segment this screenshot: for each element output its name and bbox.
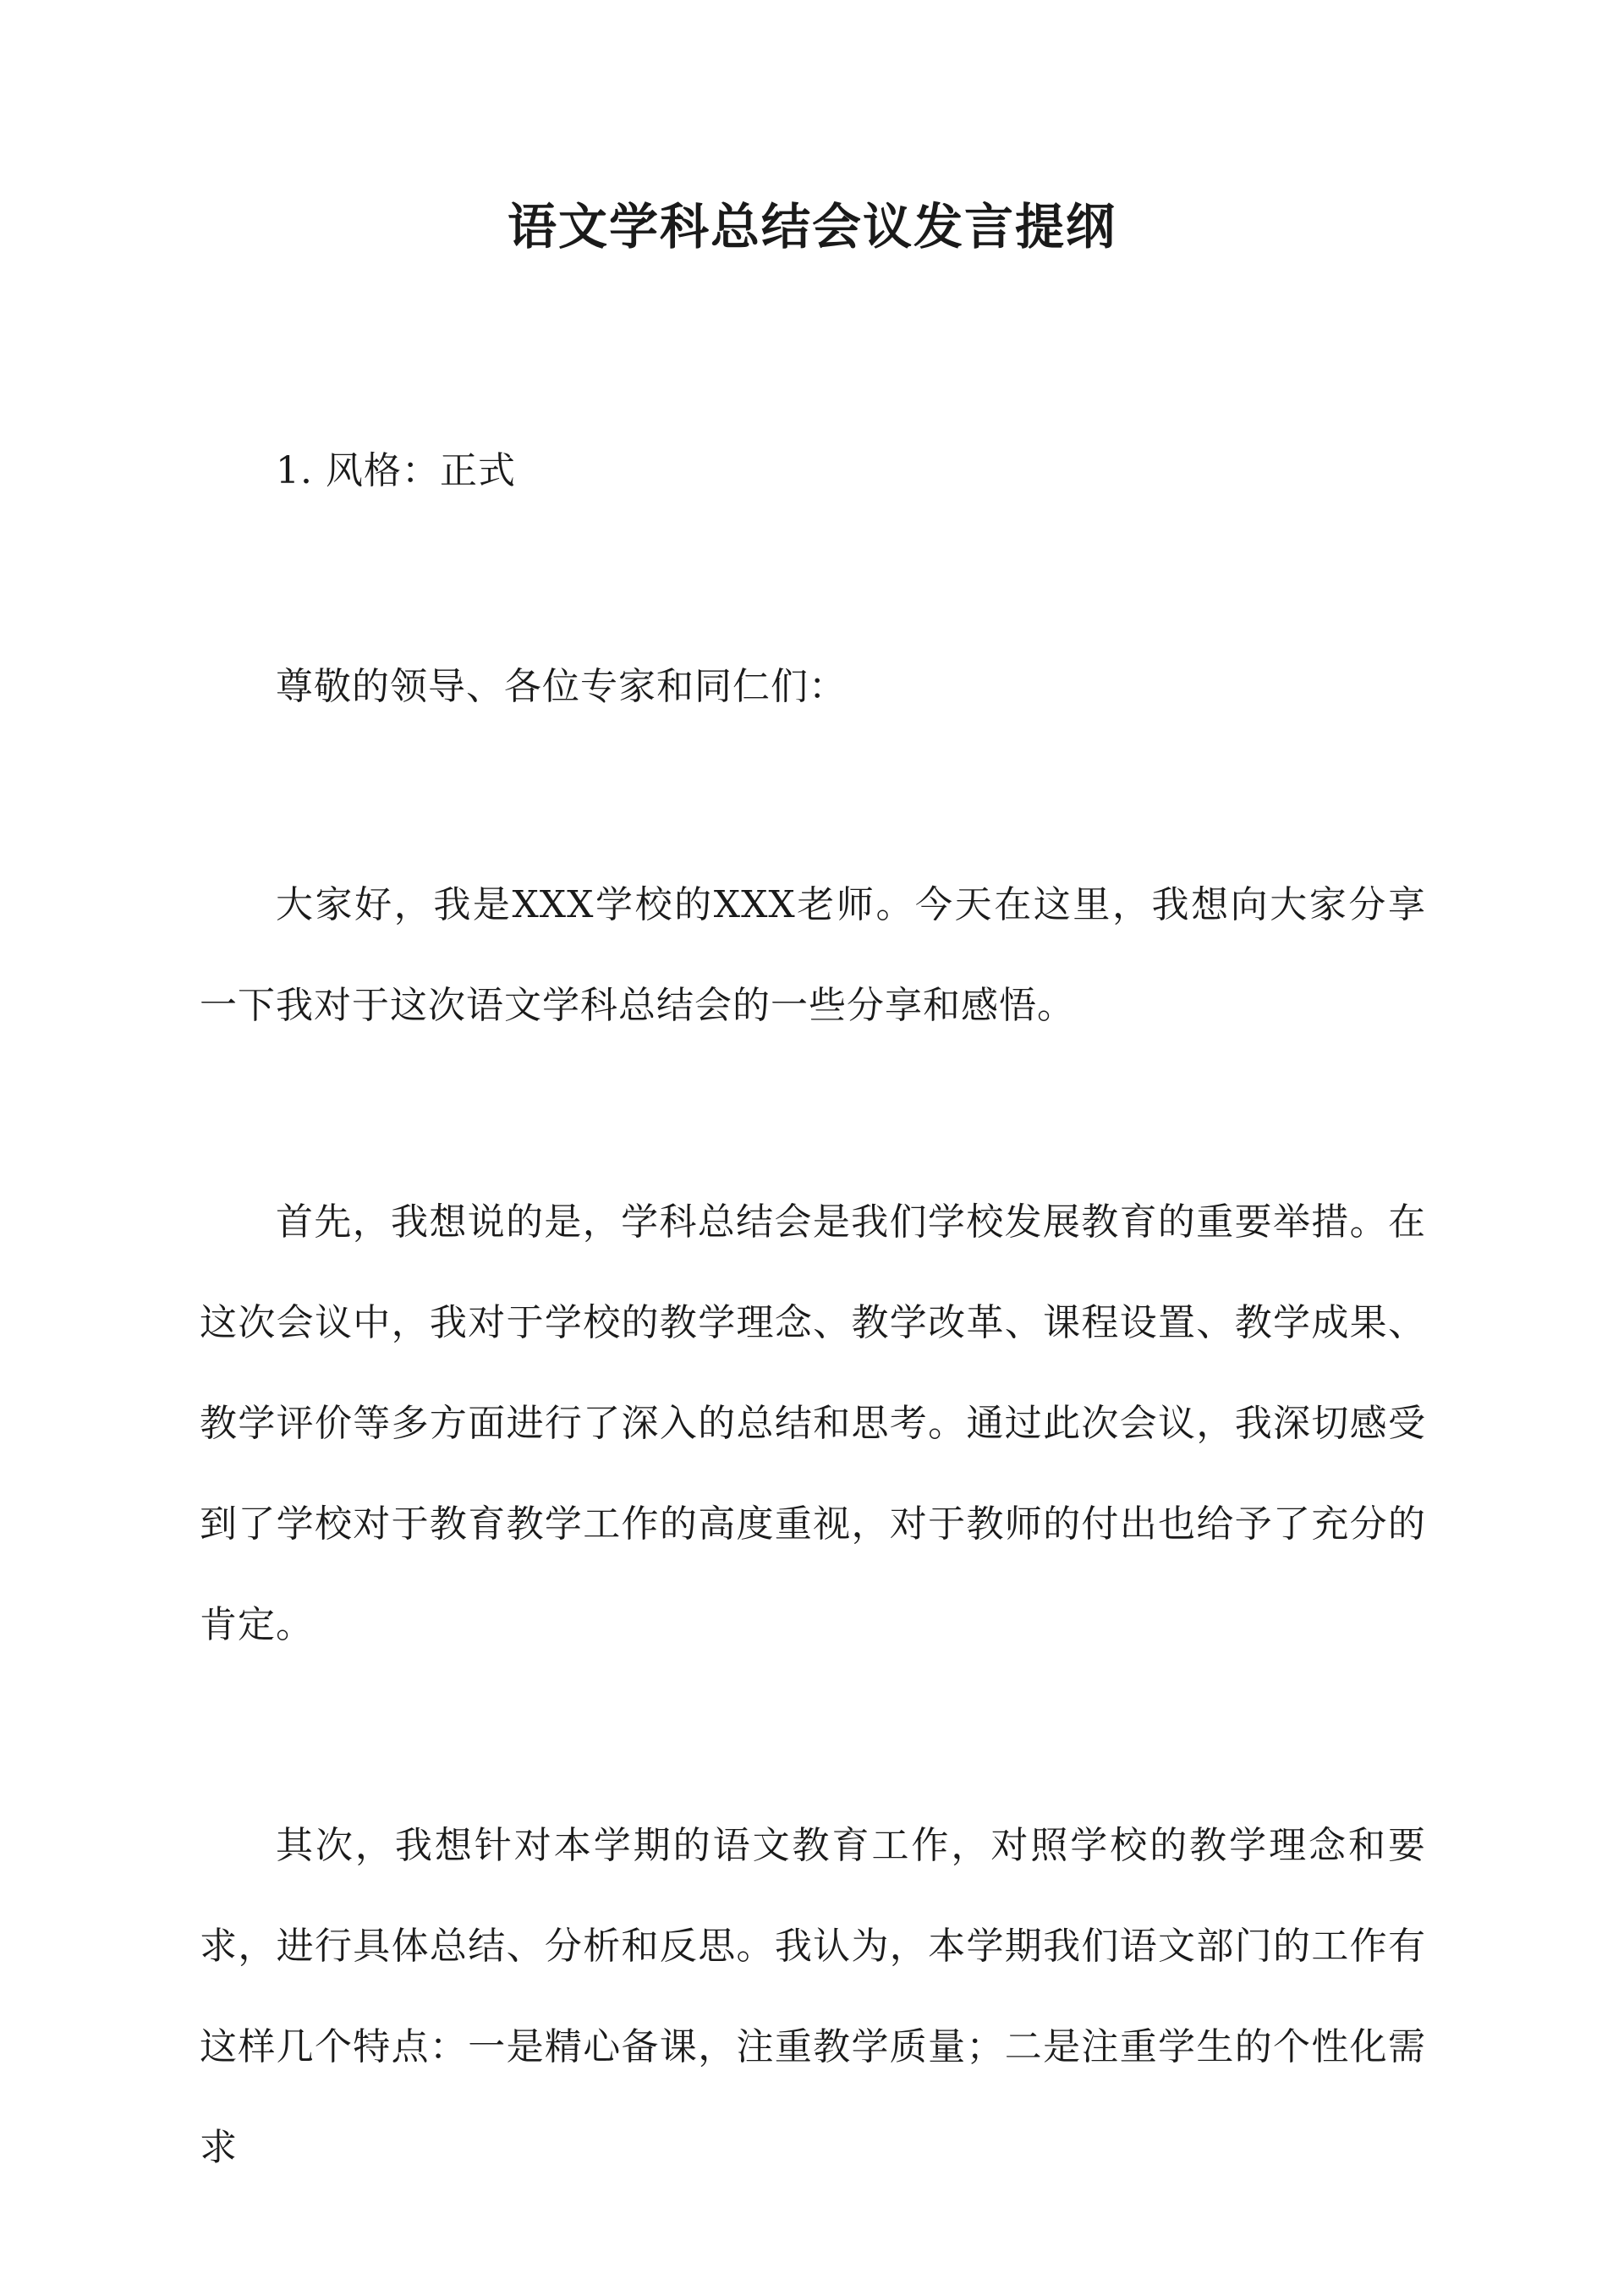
second-point-paragraph: 其次，我想针对本学期的语文教育工作，对照学校的教学理念和要求，进行具体总结、分析和反思。我认为，本学期我们语文部门的工作有这样几个特点：一是精心备课，注重教学质量；二是注重学生的个性化需求 bbox=[200, 1824, 1426, 2169]
style-line: 1. 风格：正式 bbox=[276, 449, 516, 492]
intro-paragraph: 大家好，我是XXX学校的XXX老师。今天在这里，我想向大家分享一下我对于这次语文学科总结会的一些分享和感悟。 bbox=[200, 883, 1426, 1027]
greeting-paragraph: 尊敬的领导、各位专家和同仁们： bbox=[276, 665, 847, 708]
document-title: 语文学科总结会议发言提纲 bbox=[507, 198, 1116, 255]
first-point-paragraph: 首先，我想说的是，学科总结会是我们学校发展教育的重要举措。在这次会议中，我对于学校的教学理念、教学改革、课程设置、教学成果、教学评价等多方面进行了深入的总结和思考。通过此次会议，我深切感受到了学校对于教育教学工作的高度重视，对于教师的付出也给予了充分的肯定。 bbox=[200, 1200, 1426, 1646]
